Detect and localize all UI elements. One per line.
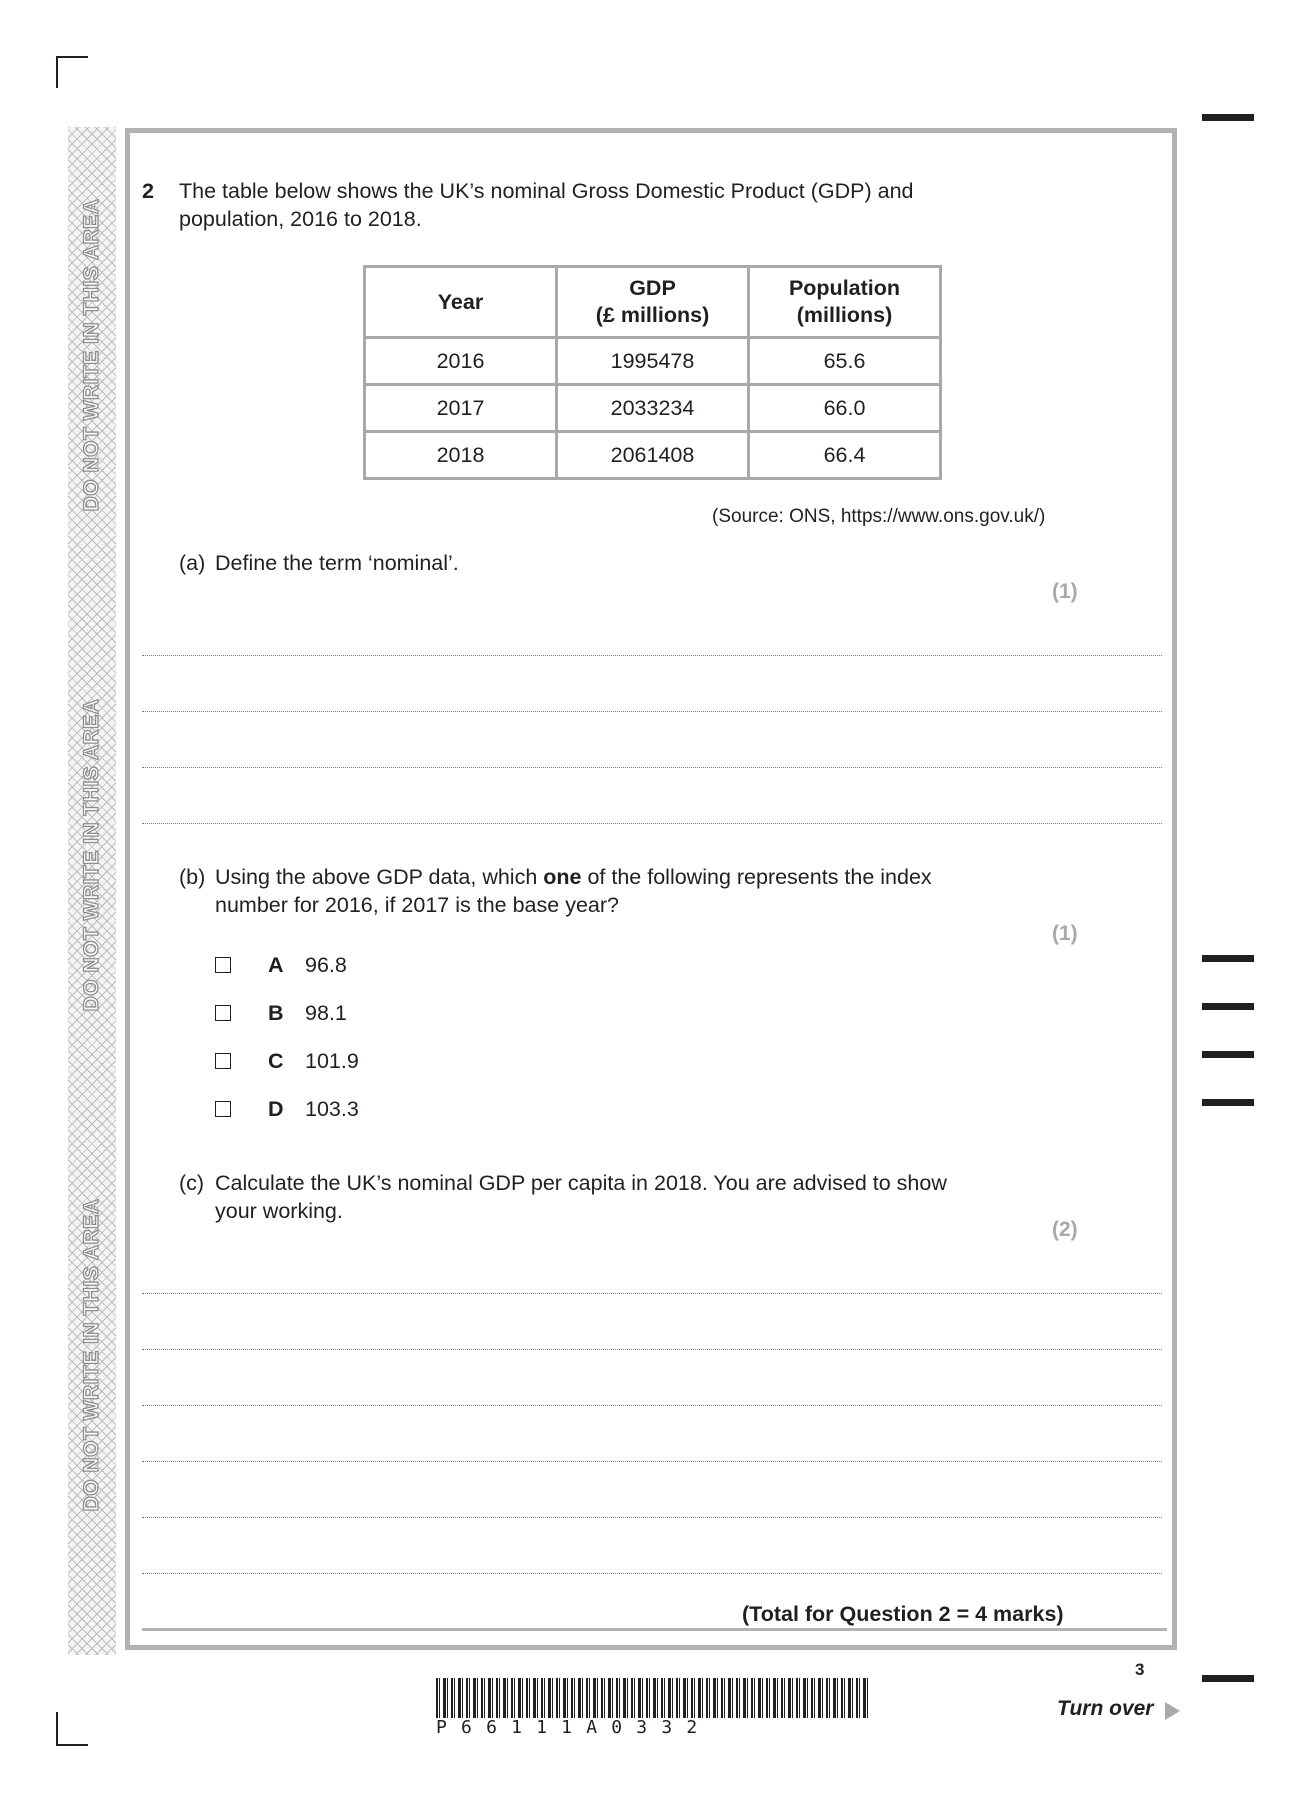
cell-population: 66.4: [749, 432, 941, 479]
table-row: [365, 432, 941, 479]
part-b-label: (b): [179, 865, 206, 889]
cell-gdp: 1995478: [557, 338, 749, 385]
option-checkbox[interactable]: [215, 1053, 231, 1069]
edge-tick: [1202, 1051, 1254, 1058]
header-gdp: GDP (£ millions): [557, 267, 749, 338]
cell-year: 2016: [365, 338, 557, 385]
answer-line[interactable]: [142, 1517, 1162, 1518]
cell-year: 2017: [365, 385, 557, 432]
part-a-label: (a): [179, 551, 206, 575]
total-rule: [142, 1628, 1167, 1631]
edge-tick: [1202, 1099, 1254, 1106]
option-a[interactable]: [215, 952, 535, 982]
answer-line[interactable]: [142, 767, 1162, 768]
option-b[interactable]: [215, 1000, 535, 1030]
edge-tick: [1202, 114, 1254, 121]
option-value: 103.3: [305, 1097, 359, 1121]
answer-line[interactable]: [142, 823, 1162, 824]
gdp-population-table: [363, 265, 942, 480]
option-checkbox[interactable]: [215, 1005, 231, 1021]
edge-tick: [1202, 1675, 1254, 1682]
option-checkbox[interactable]: [215, 1101, 231, 1117]
answer-line[interactable]: [142, 1293, 1162, 1294]
question-number: 2: [142, 179, 154, 203]
part-a-marks: (1): [1052, 580, 1078, 603]
edge-tick: [1202, 1003, 1254, 1010]
no-write-margin: [68, 127, 116, 1655]
option-letter: C: [268, 1049, 284, 1073]
part-c-text-line2: your working.: [215, 1199, 343, 1223]
part-c-label: (c): [179, 1171, 205, 1195]
crop-mark-top-horizontal: [56, 56, 88, 58]
header-year: Year: [365, 267, 557, 338]
barcode-number: P66111A0332: [436, 1717, 712, 1738]
part-b-bold-word: one: [543, 865, 582, 889]
triangle-arrow-icon: [1165, 1702, 1180, 1720]
question-intro-line1: The table below shows the UK’s nominal Gross Domestic Product (GDP) and: [179, 179, 914, 203]
answer-line[interactable]: [142, 711, 1162, 712]
crop-mark-top-vertical: [56, 56, 58, 88]
option-value: 96.8: [305, 953, 347, 977]
header-population: Population (millions): [749, 267, 941, 338]
option-letter: A: [268, 953, 284, 977]
margin-warning: DO NOT WRITE IN THIS AREA: [80, 198, 103, 512]
table-row: [365, 385, 941, 432]
answer-line[interactable]: [142, 1461, 1162, 1462]
option-checkbox[interactable]: [215, 957, 231, 973]
table-source: (Source: ONS, https://www.ons.gov.uk/): [712, 506, 1046, 527]
part-c-text-line1: Calculate the UK’s nominal GDP per capita in 2018. You are advised to show: [215, 1171, 947, 1195]
option-c[interactable]: [215, 1048, 535, 1078]
table-header-row: [365, 267, 941, 338]
page-number: 3: [1135, 1660, 1145, 1679]
margin-warning: DO NOT WRITE IN THIS AREA: [80, 1198, 103, 1512]
cell-gdp: 2061408: [557, 432, 749, 479]
turn-over-label: Turn over: [1057, 1697, 1154, 1720]
option-d[interactable]: [215, 1096, 535, 1126]
crop-mark-bottom-horizontal: [56, 1744, 88, 1746]
part-b-marks: (1): [1052, 922, 1078, 945]
answer-line[interactable]: [142, 655, 1162, 656]
cell-gdp: 2033234: [557, 385, 749, 432]
cell-population: 66.0: [749, 385, 941, 432]
part-a-text: Define the term ‘nominal’.: [215, 551, 459, 575]
option-value: 101.9: [305, 1049, 359, 1073]
answer-line[interactable]: [142, 1573, 1162, 1574]
part-c-marks: (2): [1052, 1218, 1078, 1241]
crop-mark-bottom-vertical: [56, 1712, 58, 1746]
barcode: [436, 1678, 870, 1718]
option-letter: B: [268, 1001, 284, 1025]
cell-year: 2018: [365, 432, 557, 479]
answer-line[interactable]: [142, 1349, 1162, 1350]
part-b-text-line2: number for 2016, if 2017 is the base year?: [215, 893, 619, 917]
option-value: 98.1: [305, 1001, 347, 1025]
edge-tick: [1202, 955, 1254, 962]
part-b-text-line1: Using the above GDP data, which one of the following represents the index: [215, 865, 932, 889]
question-total: (Total for Question 2 = 4 marks): [742, 1602, 1064, 1626]
table-row: [365, 338, 941, 385]
option-letter: D: [268, 1097, 284, 1121]
margin-warning: DO NOT WRITE IN THIS AREA: [80, 698, 103, 1012]
question-intro-line2: population, 2016 to 2018.: [179, 207, 422, 231]
answer-line[interactable]: [142, 1405, 1162, 1406]
cell-population: 65.6: [749, 338, 941, 385]
